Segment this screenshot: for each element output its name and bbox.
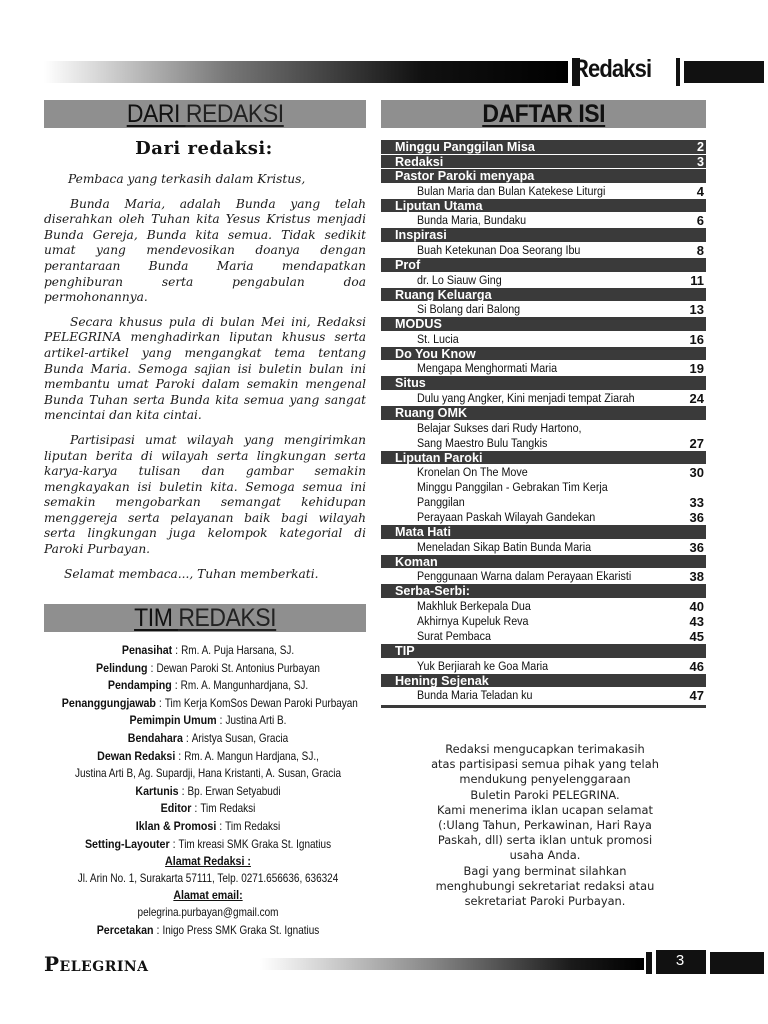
team-member: Justina Arti B, Ag. Supardji, Hana Kristanti, A. Susan, Gracia (74, 767, 342, 781)
toc-entry-title: Bulan Maria dan Bulan Katekese Liturgi (417, 183, 606, 198)
team-member: Aristya Susan, Gracia (191, 731, 289, 745)
toc-entry[interactable] (381, 599, 706, 614)
toc-page-number: 13 (689, 302, 704, 318)
toc-category-label: Minggu Panggilan Misa (395, 140, 535, 154)
team-line: Pendamping : Rm. A. Mangunhardjana, SJ. (107, 678, 309, 693)
dari-redaksi-heading (44, 100, 366, 128)
toc-entry-title: Yuk Berjiarah ke Goa Maria (417, 658, 549, 673)
toc-entry-title: Kronelan On The Move (417, 465, 528, 480)
letter-paragraph: Bunda Maria, adalah Bunda yang telah diserahkan oleh Tuhan kita Yesus Kristus menjadi Bunda Gereja, Bunda kita semua. Tidak sedikit umat yang mendevosikan doanya dengan perantaraan Bunda Maria mendapatkan penghiburan serta pengabulan doa permohonannya. (44, 196, 366, 305)
toc-page-number: 36 (689, 510, 704, 526)
toc-category-label: Serba-Serbi: (395, 584, 470, 599)
team-member: Tim Kerja KomSos Dewan Paroki Purbayan (164, 696, 358, 710)
letter-paragraph: Partisipasi umat wilayah yang mengirimkan liputan berita di wilayah serta lingkungan serta karya-karya tulisan dan gambar semakin mengkayakan isi buletin kita. Semoga semua ini semakin mengobarkan semangat kehidupan menggereja serta pelayanan baik bagi wilayah serta lingkungan juga kelompok kategorial di Paroki Purbayan. (44, 432, 366, 557)
toc-page-number: 33 (689, 495, 704, 511)
toc-end-rule (381, 705, 706, 708)
toc-page-number: 8 (696, 242, 704, 258)
note-line: usaha Anda. (509, 848, 581, 863)
note-line: (:Ulang Tahun, Perkawinan, Hari Raya (438, 818, 652, 833)
letter-greeting: Pembaca yang terkasih dalam Kristus, (68, 172, 306, 186)
toc-page-number: 43 (689, 613, 704, 629)
toc-entry-title: Buah Ketekunan Doa Seorang Ibu (417, 242, 581, 257)
team-role: Setting-Layouter (84, 836, 170, 851)
table-of-contents (381, 140, 706, 708)
toc-entry[interactable] (381, 391, 706, 406)
team-member: Tim Redaksi (200, 802, 256, 816)
team-member: Tim kreasi SMK Graka St. Ignatius (178, 837, 332, 851)
daftar-isi-heading (381, 100, 706, 128)
brand-logo-text (44, 952, 149, 976)
toc-entry-title: Si Bolang dari Balong (417, 302, 521, 317)
team-member: Dewan Paroki St. Antonius Purbayan (156, 661, 320, 675)
toc-entry[interactable] (381, 480, 706, 495)
toc-page-number: 36 (689, 539, 704, 555)
note-line: sekretariat Paroki Purbayan. (464, 894, 626, 909)
toc-entry-title: Belajar Sukses dari Rudy Hartono, (417, 420, 582, 435)
heading-word-2: REDAKSI (185, 99, 284, 128)
toc-category-label: Do You Know (395, 346, 476, 361)
team-member: Justina Arti B. (225, 714, 287, 728)
toc-entry[interactable] (381, 659, 706, 674)
letter-title: Dari redaksi: (135, 138, 273, 159)
team-role: Pemimpin Umum (129, 713, 217, 728)
toc-entry-title: St. Lucia (417, 331, 459, 346)
team-line: Iklan & Promosi : Tim Redaksi (135, 818, 281, 833)
email-text-line (62, 904, 354, 922)
toc-entry[interactable] (381, 273, 706, 288)
team-line: Pemimpin Umum : Justina Arti B. (129, 713, 287, 728)
team-role: Bendahara (127, 730, 183, 745)
section-label: Redaksi (573, 55, 652, 83)
team-line: Penasihat : Rm. A. Puja Harsana, SJ. (121, 643, 295, 657)
toc-category-label: MODUS (395, 317, 442, 332)
printer-name: Inigo Press SMK Graka St. Ignatius (162, 923, 320, 937)
toc-entry[interactable] (381, 688, 706, 703)
toc-category[interactable] (381, 140, 706, 155)
toc-category[interactable] (381, 317, 706, 332)
team-line: Bendahara : Aristya Susan, Gracia (127, 730, 289, 745)
team-role: Kartunis (135, 783, 179, 798)
toc-page-number: 27 (689, 435, 704, 451)
email-text: pelegrina.purbayan@gmail.com (137, 905, 279, 919)
heading-word-1: TIM (134, 603, 173, 632)
tim-redaksi-heading (44, 604, 366, 632)
heading-word-2: REDAKSI (178, 603, 276, 632)
team-member: Rm. A. Puja Harsana, SJ. (181, 644, 295, 657)
team-member: Bp. Erwan Setyabudi (187, 784, 281, 798)
toc-page-number: 6 (696, 213, 704, 229)
team-line: Setting-Layouter : Tim kreasi SMK Graka St. Ignatius (84, 836, 332, 851)
note-line: Buletin Paroki PELEGRINA. (470, 787, 620, 802)
toc-category-label: Inspirasi (395, 228, 447, 243)
note-line: atas partisipasi semua pihak yang telah (431, 757, 659, 772)
toc-entry[interactable] (381, 465, 706, 480)
note-line: Kami menerima iklan ucapan selamat (437, 802, 653, 817)
toc-page-number: 24 (689, 390, 704, 406)
toc-entry[interactable] (381, 510, 706, 525)
note-line: Paskah, dll) serta iklan untuk promosi (437, 833, 653, 848)
toc-category[interactable] (381, 451, 706, 466)
toc-category[interactable] (381, 155, 706, 170)
address-text: Jl. Arin No. 1, Surakarta 57111, Telp. 0271.656636, 636324 (77, 871, 339, 885)
team-role: Penasihat (121, 643, 173, 657)
brand-initial: P (44, 952, 60, 976)
toc-entry-title: Perayaan Paskah Wilayah Gandekan (417, 510, 596, 525)
team-line: Dewan Redaksi : Rm. A. Mangun Hardjana, SJ., (97, 748, 319, 763)
toc-entry[interactable] (381, 243, 706, 258)
toc-category-label: Situs (395, 376, 426, 391)
address-label: Alamat Redaksi : (165, 854, 251, 869)
address-label-line (62, 853, 354, 870)
toc-category-label: Liputan Utama (395, 198, 483, 213)
toc-category[interactable] (381, 169, 706, 184)
toc-category[interactable] (381, 288, 706, 303)
toc-category[interactable] (381, 228, 706, 243)
footer-gradient-band (44, 950, 764, 976)
team-list (38, 642, 378, 939)
toc-entry-title: Meneladan Sikap Batin Bunda Maria (417, 539, 592, 554)
toc-category[interactable] (381, 674, 706, 689)
toc-entry-title: Penggunaan Warna dalam Perayaan Ekaristi (417, 569, 632, 584)
toc-entry[interactable] (381, 213, 706, 228)
toc-entry-title: Mengapa Menghormati Maria (417, 361, 558, 376)
email-label-line (62, 887, 354, 904)
toc-category-label: Prof (395, 257, 421, 272)
toc-category[interactable] (381, 555, 706, 570)
toc-entry-title: Dulu yang Angker, Kini menjadi tempat Ziarah (417, 390, 635, 405)
team-role: Editor (160, 801, 192, 816)
toc-entry[interactable] (381, 569, 706, 584)
team-line: Pelindung : Dewan Paroki St. Antonius Purbayan (96, 660, 320, 675)
toc-entry[interactable] (381, 436, 706, 451)
toc-entry-title: Minggu Panggilan - Gebrakan Tim Kerja (417, 480, 608, 495)
toc-category-label: Ruang Keluarga (395, 287, 492, 302)
toc-page-number: 11 (690, 272, 704, 288)
toc-entry[interactable] (381, 332, 706, 347)
letter-paragraph: Secara khusus pula di bulan Mei ini, Redaksi PELEGRINA menghadirkan liputan khusus serta artikel-artikel yang mengangkat tema tentang Bunda Maria. Semoga sajian isi buletin bulan ini membantu umat Paroki dalam semakin mengenal Bunda Tuhan serta Bunda kita semua yang sangat mencintai dan kita cintai. (44, 314, 366, 423)
toc-category[interactable] (381, 347, 706, 362)
toc-page-number: 16 (689, 331, 704, 347)
printer-line: Percetakan : Inigo Press SMK Graka St. Ignatius (96, 922, 320, 937)
toc-entry[interactable] (381, 302, 706, 317)
toc-category[interactable] (381, 199, 706, 214)
toc-page-number: 3 (696, 154, 704, 169)
toc-category-label: Hening Sejenak (395, 673, 489, 688)
toc-category[interactable] (381, 644, 706, 659)
toc-entry-title: Sang Maestro Bulu Tangkis (417, 435, 548, 450)
team-role: Pelindung (96, 660, 148, 675)
toc-entry[interactable] (381, 629, 706, 644)
note-line: menghubungi sekretariat redaksi atau (435, 878, 655, 893)
toc-category[interactable] (381, 406, 706, 421)
toc-category-label: Mata Hati (395, 525, 451, 540)
toc-entry[interactable] (381, 495, 706, 510)
toc-entry-title: Surat Pembaca (417, 628, 491, 643)
toc-entry[interactable] (381, 361, 706, 376)
toc-category-label: Koman (395, 554, 438, 569)
header-gradient-band (44, 58, 764, 86)
toc-entry[interactable] (381, 614, 706, 629)
toc-category[interactable] (381, 525, 706, 540)
thank-you-note (400, 742, 690, 909)
letter-closing: Selamat membaca..., Tuhan memberkati. (64, 566, 319, 581)
team-member: Rm. A. Mangun Hardjana, SJ., (184, 749, 319, 763)
toc-page-number: 30 (689, 465, 704, 481)
toc-entry-title: Akhirnya Kupeluk Reva (417, 613, 529, 628)
toc-page-number: 19 (689, 361, 704, 377)
team-role: Penanggungjawab (61, 695, 156, 710)
toc-page-number: 46 (689, 658, 704, 674)
heading-word-1: DAFTAR (482, 99, 573, 128)
team-line (62, 765, 354, 783)
toc-page-number: 38 (689, 569, 704, 585)
toc-entry-title: dr. Lo Siauw Ging (417, 272, 502, 287)
team-member: Tim Redaksi (225, 819, 281, 833)
note-line: Bagi yang berminat silahkan (463, 863, 627, 878)
team-role: Pendamping (107, 678, 172, 693)
toc-page-number: 47 (689, 688, 704, 704)
team-member: Rm. A. Mangunhardjana, SJ. (180, 679, 309, 693)
brand-rest: ELEGRINA (59, 959, 149, 975)
team-role: Dewan Redaksi (97, 748, 176, 763)
team-role: Iklan & Promosi (135, 818, 217, 833)
team-line: Editor : Tim Redaksi (160, 801, 256, 816)
toc-category-label: Redaksi (395, 154, 444, 169)
address-text-line (62, 870, 354, 888)
toc-category[interactable] (381, 584, 706, 599)
toc-category[interactable] (381, 258, 706, 273)
note-line: Redaksi mengucapkan terimakasih (445, 742, 645, 756)
letter-body (44, 172, 366, 591)
toc-page-number: 2 (696, 140, 704, 154)
team-line: Penanggungjawab : Tim Kerja KomSos Dewan Paroki Purbayan (61, 695, 358, 710)
toc-page-number: 40 (689, 598, 704, 614)
toc-category-label: Ruang OMK (395, 405, 468, 420)
toc-entry[interactable] (381, 184, 706, 199)
note-line: mendukung penyelenggaraan (459, 772, 631, 787)
toc-category-label: TIP (395, 643, 415, 658)
toc-category-label: Liputan Paroki (395, 450, 483, 465)
heading-word-1: DARI (126, 99, 180, 128)
printer-label: Percetakan (96, 922, 154, 937)
toc-entry-title: Panggilan (417, 495, 465, 510)
page-number: 3 (675, 952, 685, 969)
toc-entry[interactable] (381, 540, 706, 555)
toc-entry-title: Bunda Maria, Bundaku (417, 213, 527, 228)
email-label: Alamat email: (173, 888, 243, 903)
toc-entry[interactable] (381, 421, 706, 436)
toc-category-label: Pastor Paroki menyapa (395, 169, 535, 184)
toc-entry-title: Makhluk Berkepala Dua (417, 598, 531, 613)
team-line: Kartunis : Bp. Erwan Setyabudi (135, 783, 281, 798)
toc-page-number: 45 (689, 628, 704, 644)
toc-page-number: 4 (696, 183, 704, 199)
toc-category[interactable] (381, 376, 706, 391)
toc-entry-title: Bunda Maria Teladan ku (417, 688, 533, 703)
heading-word-2: ISI (578, 99, 605, 128)
